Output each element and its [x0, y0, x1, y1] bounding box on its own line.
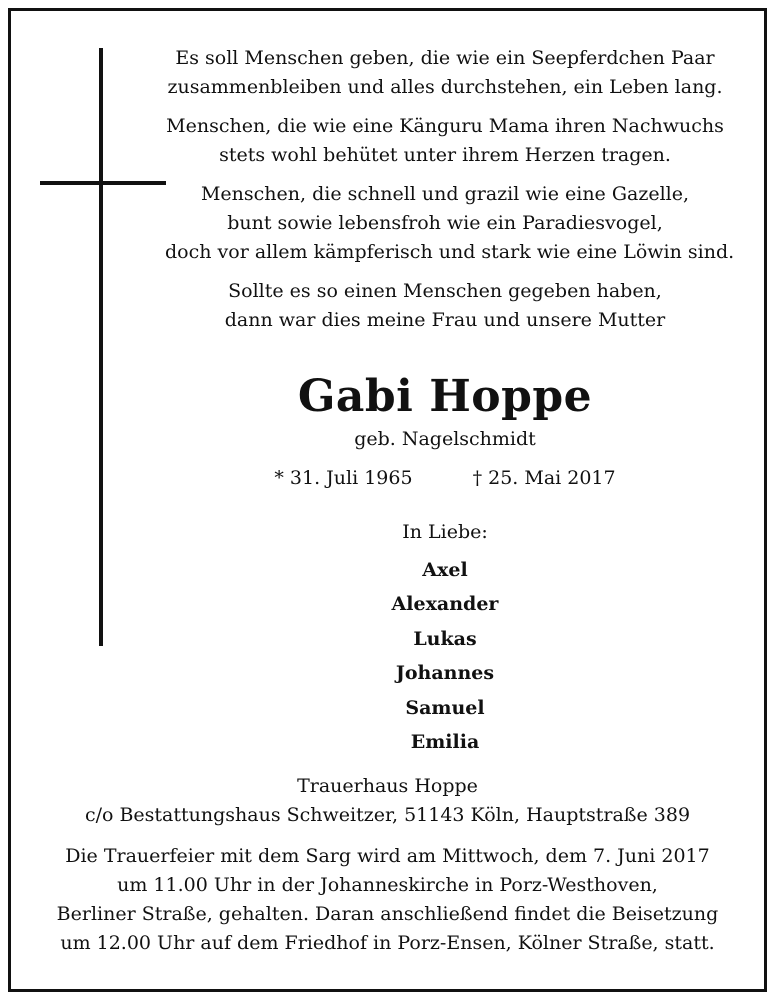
poem-line: Sollte es so einen Menschen gegeben haben,	[228, 280, 662, 302]
mourner-name: Johannes	[395, 662, 495, 685]
deceased-name: Gabi Hoppe	[297, 371, 593, 422]
death-date: † 25. Mai 2017	[472, 467, 616, 489]
poem-stanza-2	[165, 112, 725, 170]
mourner-name: Axel	[422, 559, 468, 581]
cross-icon-vertical-bar	[99, 48, 103, 646]
service-line: Berliner Straße, gehalten. Daran anschließend findet die Beisetzung	[56, 903, 719, 925]
cross-icon-horizontal-bar	[40, 181, 166, 185]
service-line: um 11.00 Uhr in der Johanneskirche in Porz-Westhoven,	[117, 874, 658, 896]
poem-line: doch vor allem kämpferisch und stark wie eine Löwin sind.	[165, 241, 735, 263]
mourning-house-address	[20, 772, 755, 830]
birth-date: * 31. Juli 1965	[274, 467, 413, 489]
poem-stanza-4	[165, 277, 725, 335]
mourners-intro: In Liebe:	[402, 521, 488, 543]
mourners-list	[165, 553, 725, 759]
house-name: Trauerhaus Hoppe	[297, 775, 478, 797]
poem-line: Menschen, die schnell und grazil wie eine Gazelle,	[200, 183, 690, 205]
mourner-name: Samuel	[405, 696, 485, 719]
mourner-name: Emilia	[410, 731, 480, 754]
poem-line: stets wohl behütet unter ihrem Herzen tragen.	[219, 144, 671, 166]
service-line: Die Trauerfeier mit dem Sarg wird am Mittwoch, dem 7. Juni 2017	[65, 845, 710, 867]
mourner-name: Lukas	[413, 627, 477, 650]
poem	[165, 44, 735, 345]
funeral-service-info	[20, 842, 755, 958]
life-dates	[165, 464, 725, 492]
poem-stanza-3	[165, 180, 735, 267]
poem-line: bunt sowie lebensfroh wie ein Paradiesvogel,	[227, 212, 663, 234]
poem-line: Menschen, die wie eine Känguru Mama ihren Nachwuchs	[166, 115, 724, 137]
poem-line: Es soll Menschen geben, die wie ein Seepferdchen Paar	[175, 47, 715, 69]
poem-line: dann war dies meine Frau und unsere Mutter	[224, 309, 666, 331]
poem-stanza-1	[165, 44, 725, 102]
mourner-name: Alexander	[391, 593, 499, 616]
poem-line: zusammenbleiben und alles durchstehen, ein Leben lang.	[167, 76, 723, 98]
service-line: um 12.00 Uhr auf dem Friedhof in Porz-Ensen, Kölner Straße, statt.	[60, 932, 715, 954]
care-of-address: c/o Bestattungshaus Schweitzer, 51143 Köln, Hauptstraße 389	[84, 804, 691, 826]
maiden-name: geb. Nagelschmidt	[354, 428, 536, 450]
